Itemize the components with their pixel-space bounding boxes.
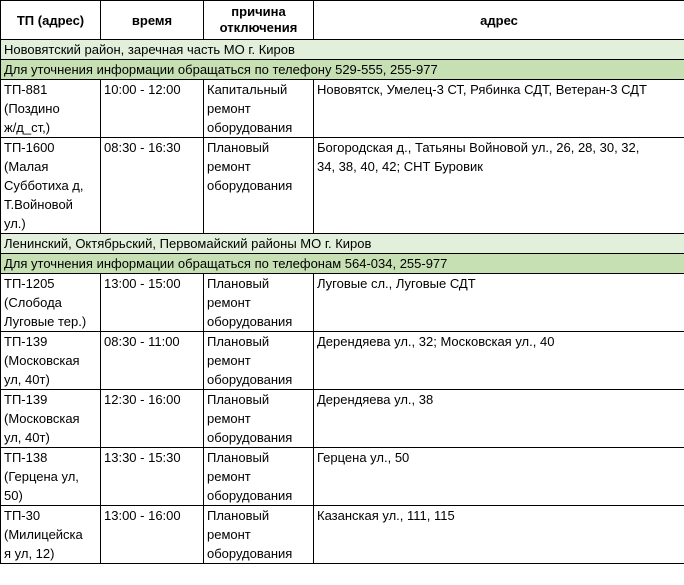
tp-cell: ТП-139 (Московская ул, 40т) xyxy=(1,332,101,390)
address-cell: Луговые сл., Луговые СДТ xyxy=(314,274,684,332)
header-address: адрес xyxy=(314,1,684,40)
time-cell: 13:30 - 15:30 xyxy=(101,448,204,506)
address-cell: Герцена ул., 50 xyxy=(314,448,684,506)
time-cell: 08:30 - 16:30 xyxy=(101,138,204,234)
table-row xyxy=(1,506,684,564)
header-tp: ТП (адрес) xyxy=(1,1,101,40)
address-cell: Дерендяева ул., 38 xyxy=(314,390,684,448)
region-row xyxy=(1,234,684,254)
reason-cell: Плановый ремонт оборудования xyxy=(204,332,314,390)
region-row xyxy=(1,40,684,60)
time-cell: 13:00 - 16:00 xyxy=(101,506,204,564)
table-row xyxy=(1,332,684,390)
reason-cell: Плановый ремонт оборудования xyxy=(204,506,314,564)
phone-note: Для уточнения информации обращаться по телефону 529-555, 255-977 xyxy=(1,60,684,80)
reason-cell: Плановый ремонт оборудования xyxy=(204,138,314,234)
reason-cell: Плановый ремонт оборудования xyxy=(204,274,314,332)
tp-cell: ТП-139 (Московская ул, 40т) xyxy=(1,390,101,448)
region-label: Нововятский район, заречная часть МО г. Киров xyxy=(1,40,684,60)
time-cell: 10:00 - 12:00 xyxy=(101,80,204,138)
address-cell: Казанская ул., 111, 115 xyxy=(314,506,684,564)
tp-cell: ТП-1600 (Малая Субботиха д, Т.Войновой ул.) xyxy=(1,138,101,234)
header-reason: причина отключения xyxy=(204,1,314,40)
time-cell: 13:00 - 15:00 xyxy=(101,274,204,332)
table-row xyxy=(1,274,684,332)
reason-cell: Капитальный ремонт оборудования xyxy=(204,80,314,138)
address-cell: Богородская д., Татьяны Войновой ул., 26, 28, 30, 32, 34, 38, 40, 42; СНТ Буровик xyxy=(314,138,684,234)
header-row xyxy=(1,1,684,40)
time-cell: 12:30 - 16:00 xyxy=(101,390,204,448)
phone-note: Для уточнения информации обращаться по телефонам 564-034, 255-977 xyxy=(1,254,684,274)
tp-cell: ТП-30 (Милицейска я ул, 12) xyxy=(1,506,101,564)
reason-cell: Плановый ремонт оборудования xyxy=(204,390,314,448)
table-row xyxy=(1,448,684,506)
phone-note-row xyxy=(1,60,684,80)
address-cell: Дерендяева ул., 32; Московская ул., 40 xyxy=(314,332,684,390)
table-row xyxy=(1,138,684,234)
tp-cell: ТП-881 (Поздино ж/д_ст,) xyxy=(1,80,101,138)
table-row xyxy=(1,390,684,448)
tp-cell: ТП-138 (Герцена ул, 50) xyxy=(1,448,101,506)
time-cell: 08:30 - 11:00 xyxy=(101,332,204,390)
region-label: Ленинский, Октябрьский, Первомайский районы МО г. Киров xyxy=(1,234,684,254)
reason-cell: Плановый ремонт оборудования xyxy=(204,448,314,506)
address-cell: Нововятск, Умелец-3 СТ, Рябинка СДТ, Ветеран-3 СДТ xyxy=(314,80,684,138)
phone-note-row xyxy=(1,254,684,274)
header-time: время xyxy=(101,1,204,40)
table-row xyxy=(1,80,684,138)
tp-cell: ТП-1205 (Слобода Луговые тер.) xyxy=(1,274,101,332)
